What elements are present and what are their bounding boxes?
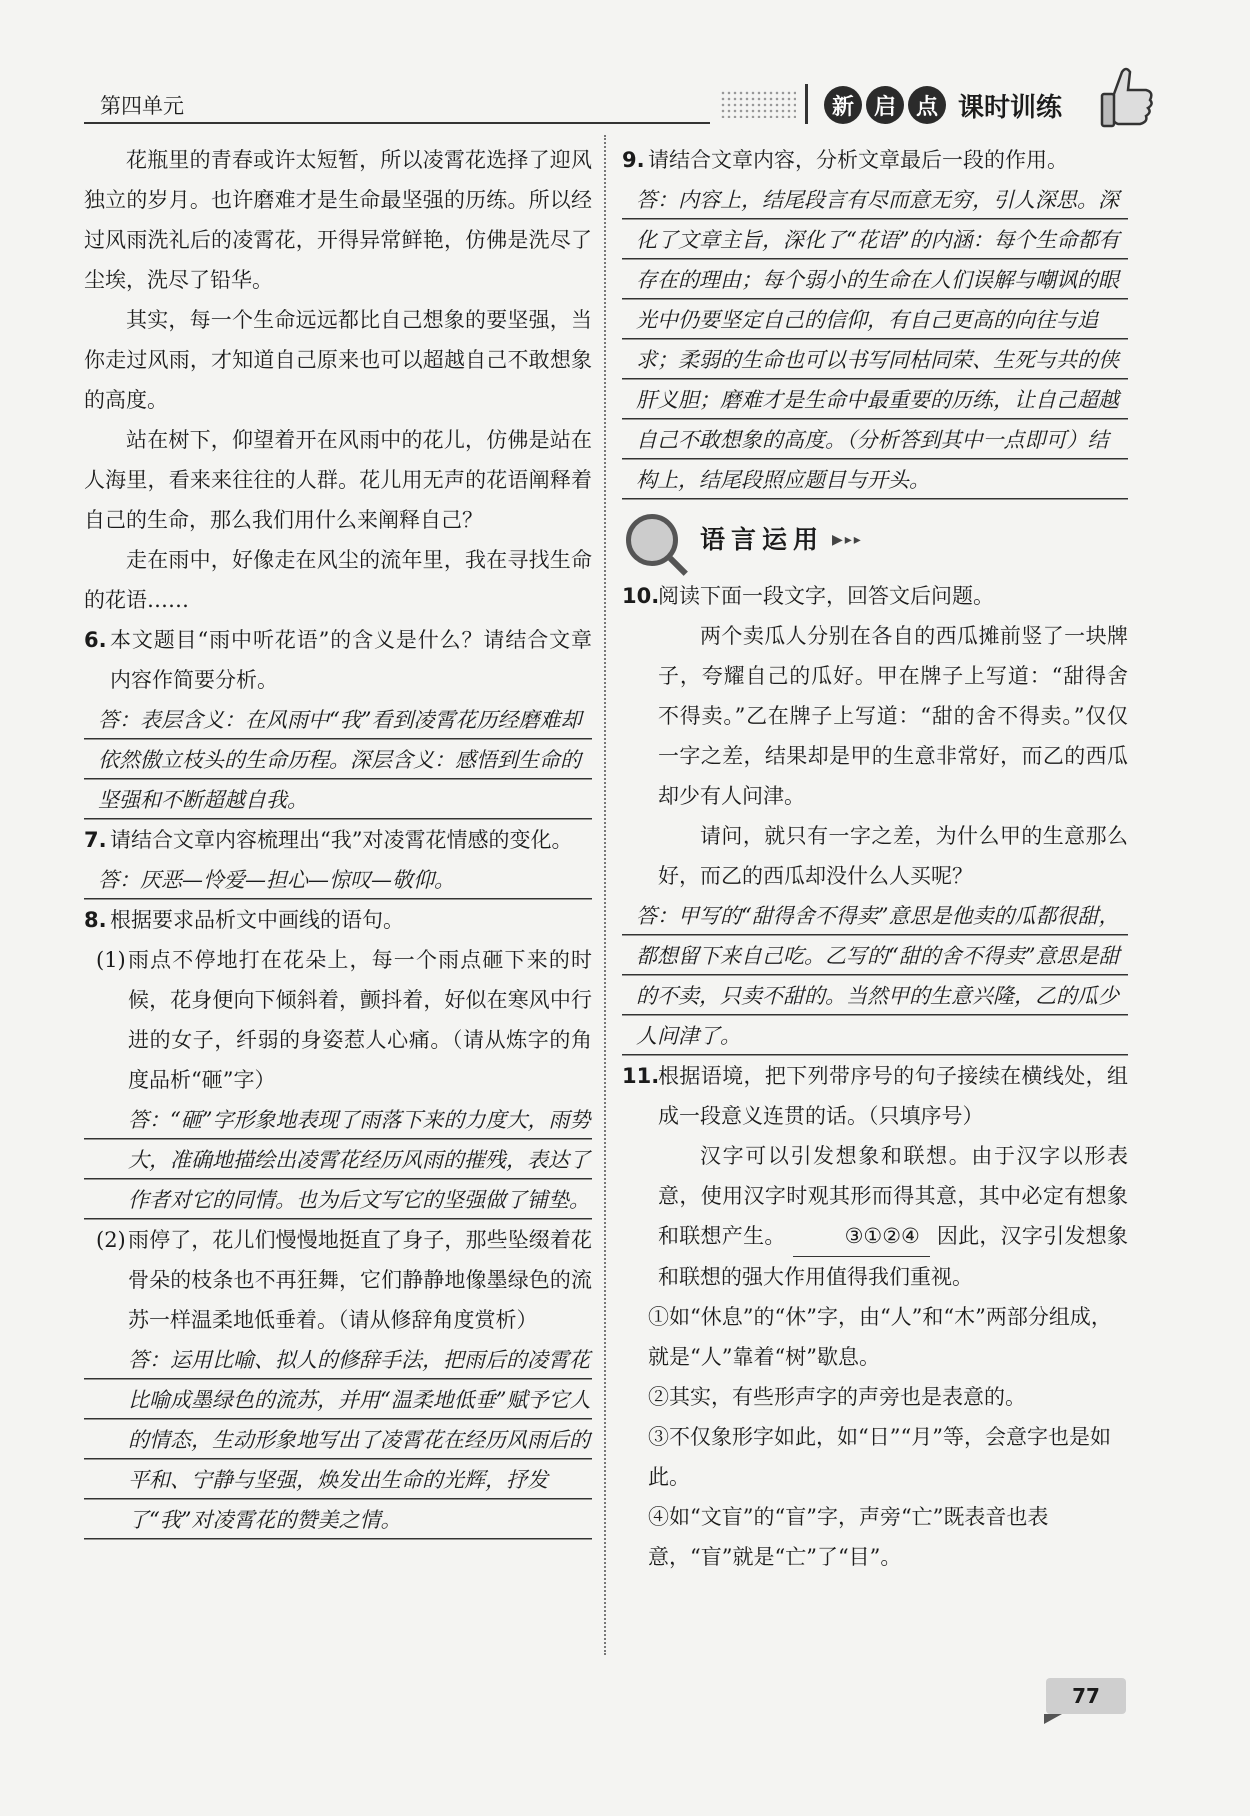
question-text: 根据语境，把下列带序号的句子接续在横线处，组成一段意义连贯的话。（只填序号） (658, 1064, 1128, 1128)
unit-title: 第四单元 (100, 94, 184, 118)
question-number: 8. (84, 908, 107, 932)
question-7 (84, 820, 592, 860)
header-dots (720, 90, 796, 118)
column-divider (604, 135, 606, 1655)
question-text: 请结合文章内容梳理出“我”对凌霄花情感的变化。 (110, 828, 573, 852)
question-text: 阅读下面一段文字，回答文后问题。 (658, 584, 994, 608)
question-number: 6. (84, 628, 107, 652)
passage-paragraph: 其实，每一个生命远远都比自己想象的要坚强，当你走过风雨，才知道自己原来也可以超越自己不敢想象的高度。 (84, 308, 592, 412)
header-divider (805, 84, 808, 124)
right-column (622, 140, 1128, 1577)
subquestion-number: (1) (96, 948, 126, 972)
answer-8-1: 答：“砸”字形象地表现了雨落下来的力度大，雨势大，准确地描绘出凌霄花经历风雨的摧残，表达了作者对它的同情。也为后文写它的坚强做了铺垫。 (84, 1100, 592, 1220)
subquestion-8-1 (84, 940, 592, 1100)
answer-blank: ③①②④ (793, 1216, 930, 1257)
subquestion-number: (2) (96, 1228, 126, 1252)
passage-text: 汉字可以引发想象和联想。由于汉字以形表意，使用汉字时观其形而得其意，其中必定有想象和联想产生。 (658, 1144, 1128, 1248)
brand (824, 86, 1062, 124)
question-number: 11. (622, 1064, 660, 1088)
brand-char: 点 (908, 86, 946, 124)
question-number: 10. (622, 584, 660, 608)
passage-paragraph: 走在雨中，好像走在风尘的流年里，我在寻找生命的花语…… (84, 548, 592, 612)
section-header (626, 510, 1128, 570)
passage-paragraph (622, 1136, 1128, 1297)
question-10 (622, 576, 1128, 616)
question-8 (84, 900, 592, 940)
arrows-icon: ▶▸▸ (832, 532, 863, 548)
passage-paragraph: 请问，就只有一字之差，为什么甲的生意那么好，而乙的西瓜却没什么人买呢？ (658, 824, 1128, 888)
magnifier-icon (626, 514, 678, 566)
answer-9: 答：内容上，结尾段言有尽而意无穷，引人深思。深化了文章主旨，深化了“花语”的内涵：每个生命都有存在的理由；每个弱小的生命在人们误解与嘲讽的眼光中仍要坚定自己的信仰，有自己更高的向往与追求；柔弱的生命也可以书写同枯同荣、生死与共的侠肝义胆；磨难才是生命中最重要的历练，让自己超越自己不敢想象的高度。（分析答到其中一点即可）结构上，结尾段照应题目与开头。 (622, 180, 1128, 500)
question-9 (622, 140, 1128, 180)
option-item: ①如“休息”的“休”字，由“人”和“木”两部分组成，就是“人”靠着“树”歇息。 (648, 1305, 1112, 1369)
question-6 (84, 620, 592, 700)
answer-6: 答：表层含义：在风雨中“我”看到凌霄花历经磨难却依然傲立枝头的生命历程。深层含义：感悟到生命的坚强和不断超越自我。 (84, 700, 592, 820)
answer-8-2: 答：运用比喻、拟人的修辞手法，把雨后的凌霄花比喻成墨绿色的流苏，并用“温柔地低垂”赋予它人的情态，生动形象地写出了凌霄花在经历风雨后的平和、宁静与坚强，焕发出生命的光辉，抒发了“我”对凌霄花的赞美之情。 (84, 1340, 592, 1540)
passage-paragraph: 花瓶里的青春或许太短暂，所以凌霄花选择了迎风独立的岁月。也许磨难才是生命最坚强的历练。所以经过风雨洗礼后的凌霄花，开得异常鲜艳，仿佛是洗尽了尘埃，洗尽了铅华。 (84, 148, 592, 292)
answer-7: 答：厌恶—怜爱—担心—惊叹—敬仰。 (84, 860, 592, 900)
passage-paragraph: 站在树下，仰望着开在风雨中的花儿，仿佛是站在人海里，看来来往往的人群。花儿用无声的花语阐释着自己的生命，那么我们用什么来阐释自己？ (84, 428, 592, 532)
brand-char: 新 (824, 86, 862, 124)
subquestion-8-2 (84, 1220, 592, 1340)
subquestion-text: 雨停了，花儿们慢慢地挺直了身子，那些坠缀着花骨朵的枝条也不再狂舞，它们静静地像墨绿色的流苏一样温柔地低垂着。（请从修辞角度赏析） (128, 1228, 592, 1332)
left-column (84, 140, 592, 1540)
question-text: 本文题目“雨中听花语”的含义是什么？请结合文章内容作简要分析。 (110, 628, 592, 692)
question-11 (622, 1056, 1128, 1136)
thumbs-up-icon (1100, 64, 1156, 132)
question-text: 请结合文章内容，分析文章最后一段的作用。 (648, 148, 1068, 172)
question-number: 7. (84, 828, 107, 852)
question-number: 9. (622, 148, 645, 172)
option-item: ②其实，有些形声字的声旁也是表意的。 (648, 1385, 1026, 1409)
question-text: 根据要求品析文中画线的语句。 (110, 908, 404, 932)
passage-paragraph: 两个卖瓜人分别在各自的西瓜摊前竖了一块牌子，夸耀自己的瓜好。甲在牌子上写道：“甜得舍不得卖。”乙在牌子上写道：“甜的舍不得卖。”仅仅一字之差，结果却是甲的生意非常好，而乙的西瓜却少有人问津。 (658, 624, 1128, 808)
passage-text: 因此，汉字引发想象和联想的强大作用值得我们重视。 (658, 1224, 1128, 1289)
answer-10: 答：甲写的“甜得舍不得卖”意思是他卖的瓜都很甜，都想留下来自己吃。乙写的“甜的舍不得卖”意思是甜的不卖，只卖不甜的。当然甲的生意兴隆，乙的瓜少人问津了。 (622, 896, 1128, 1056)
subquestion-text: 雨点不停地打在花朵上，每一个雨点砸下来的时候，花身便向下倾斜着，颤抖着，好似在寒风中行进的女子，纤弱的身姿惹人心痛。（请从炼字的角度品析“砸”字） (128, 948, 592, 1092)
header-rule (84, 122, 710, 124)
page-number: 77 (1046, 1678, 1126, 1714)
brand-text: 课时训练 (958, 92, 1063, 123)
option-item: ④如“文盲”的“盲”字，声旁“亡”既表音也表意，“盲”就是“亡”了“目”。 (648, 1505, 1049, 1569)
section-title: 语言运用 (700, 525, 825, 554)
brand-char: 启 (866, 86, 904, 124)
option-item: ③不仅象形字如此，如“日”“月”等，会意字也是如此。 (648, 1425, 1111, 1489)
